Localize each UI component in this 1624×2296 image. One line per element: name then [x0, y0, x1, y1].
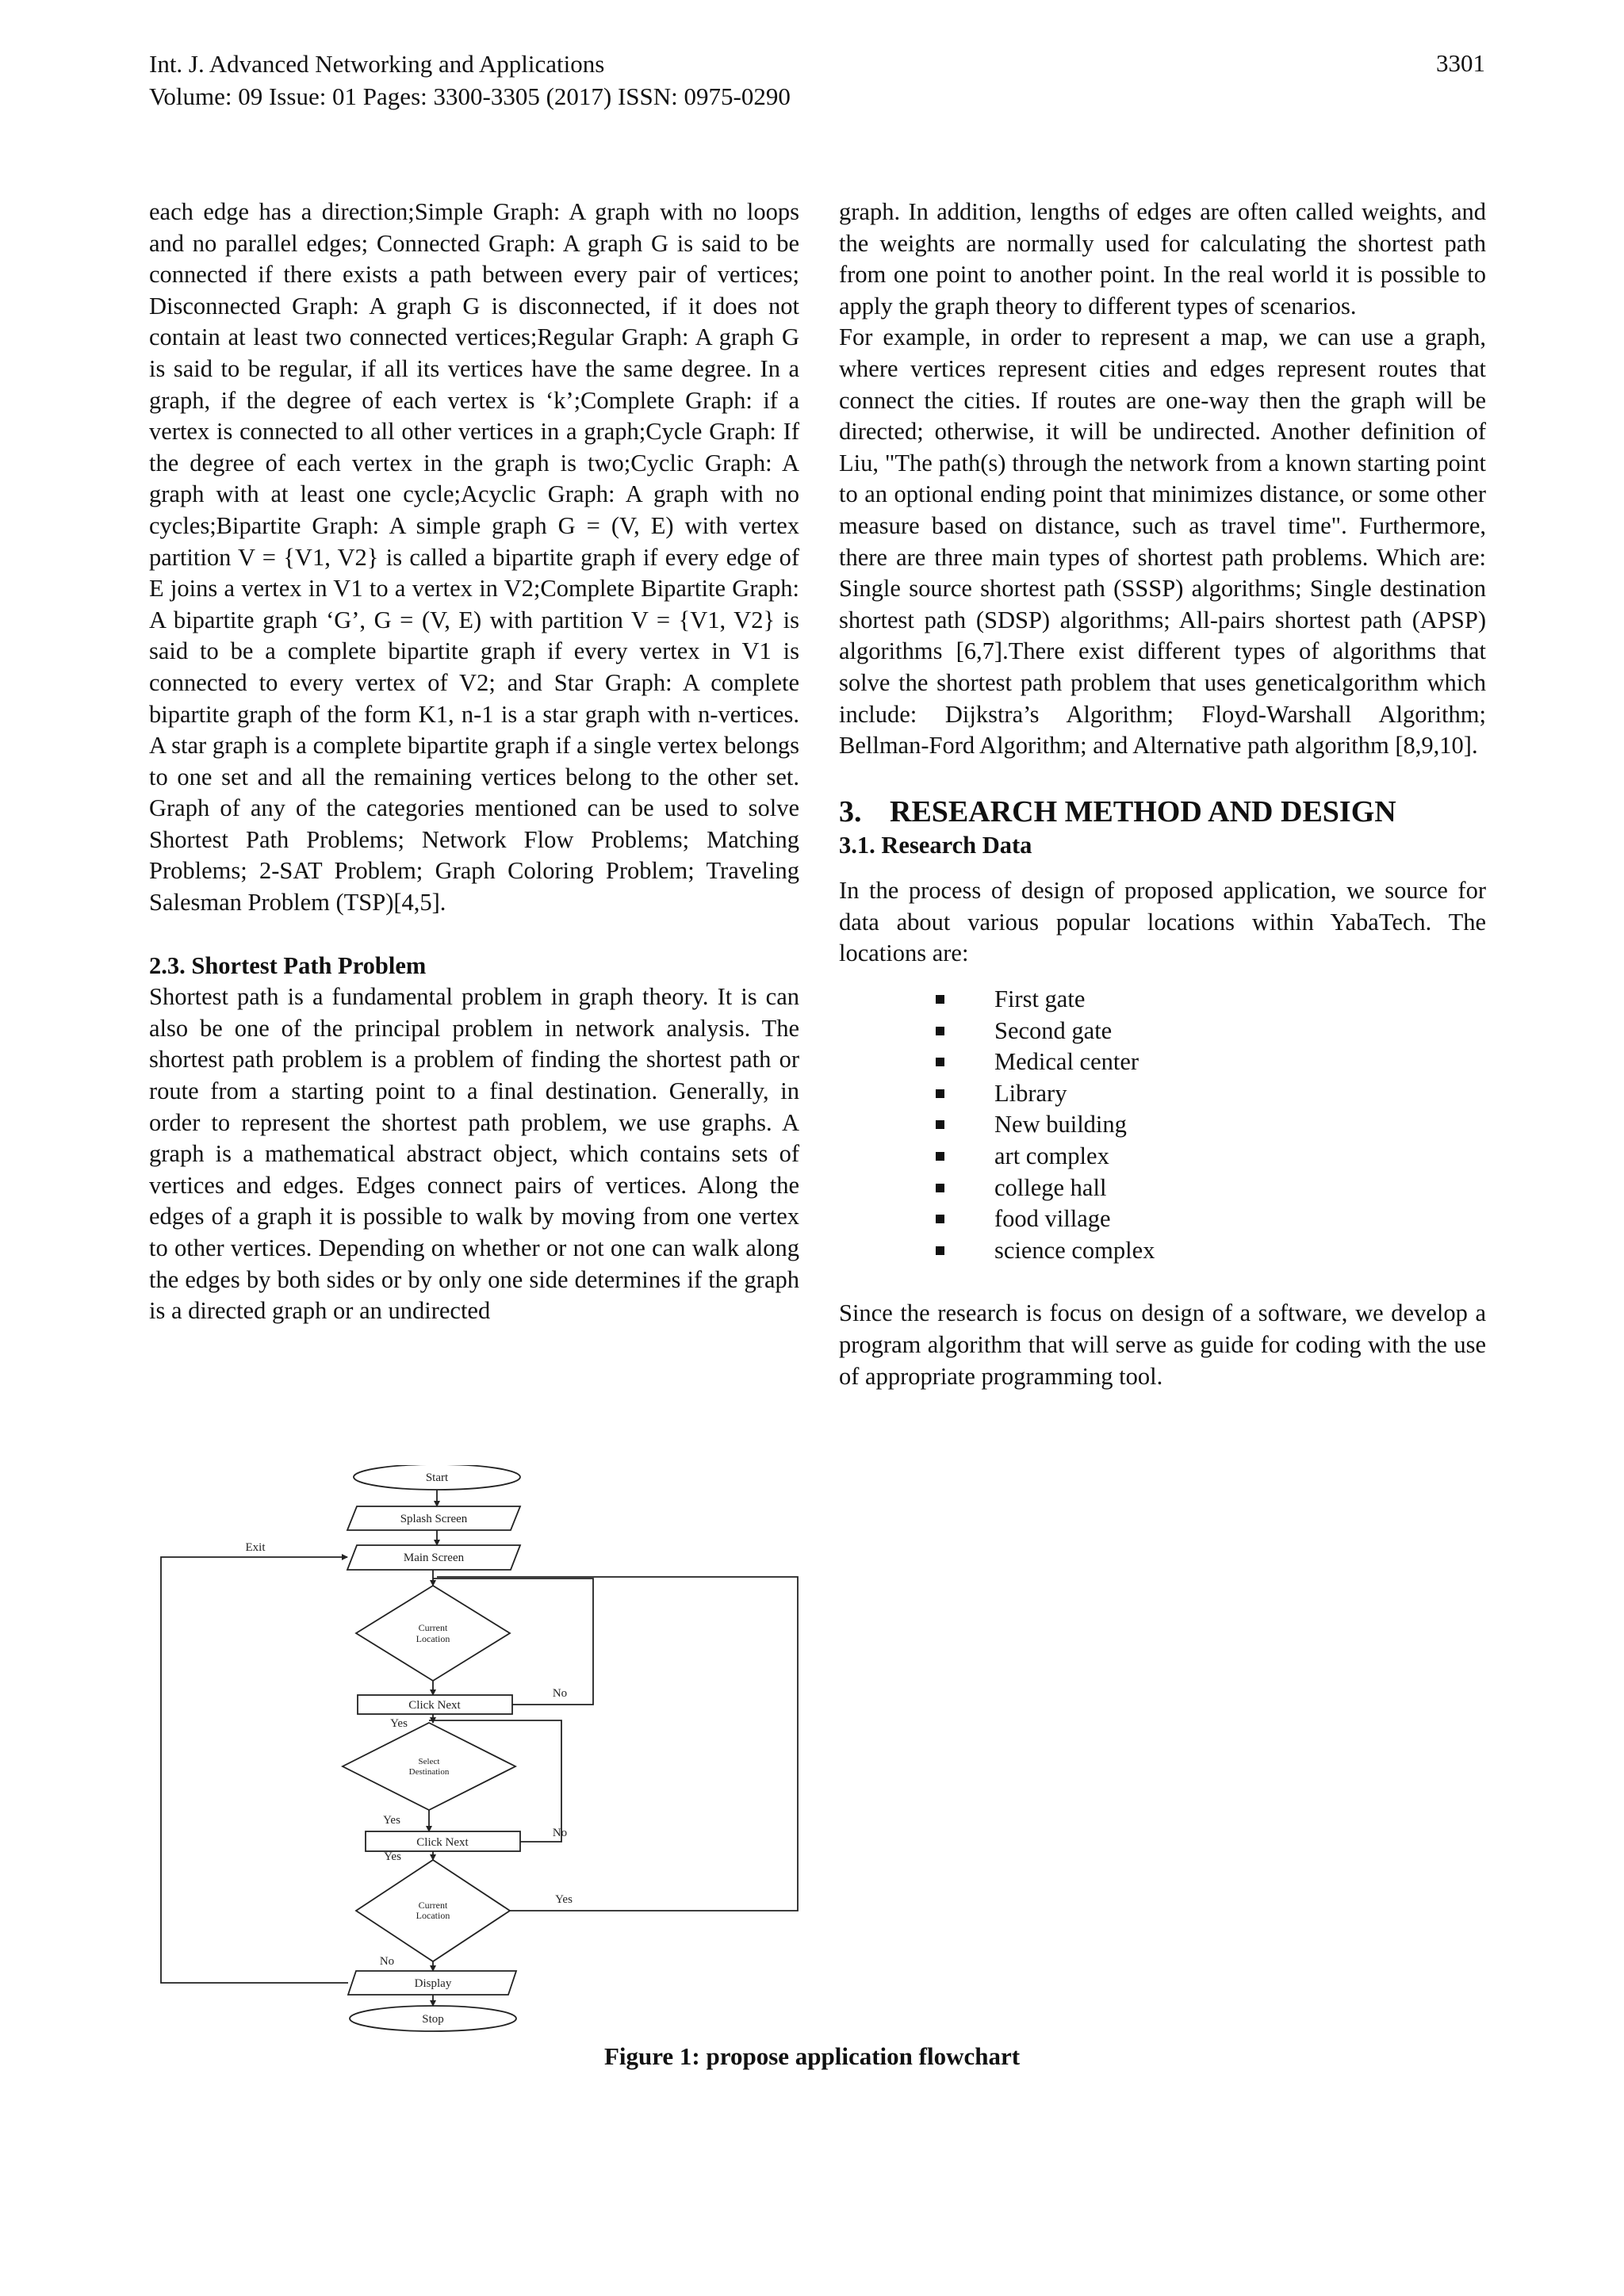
list-item: college hall: [936, 1173, 1486, 1204]
list-item: science complex: [936, 1235, 1486, 1267]
bullet-icon: [936, 1120, 944, 1129]
list-item: Medical center: [936, 1047, 1486, 1078]
shortest-path-paragraph: Shortest path is a fundamental problem in graph theory. It is can also be one of the principal problem in network analysis. The shortest path problem is a problem of finding the shortest path or route from a starting point to a final destination. Generally, in order to represent the shortest path problem, we use graphs. A graph is a mathematical abstract object, which contains sets of vertices and edges. Edges connect pairs of vertices. Along the edges of a graph it is possible to walk by moving from one vertex to other vertices. Depending on whether or not one can walk along the edges by both sides or by only one side determines if the graph is a directed graph or an undirected: [149, 983, 799, 1325]
locations-list: [839, 984, 1486, 1266]
research-data-heading: 3.1. Research Data: [839, 831, 1032, 859]
current-location-label-2b: Location: [416, 1910, 450, 1921]
right-column: [839, 197, 1486, 1392]
main-screen-label: Main Screen: [403, 1552, 465, 1564]
yes-label-2: Yes: [383, 1814, 400, 1827]
exit-label: Exit: [245, 1541, 266, 1554]
section-3-title: RESEARCH METHOD AND DESIGN: [890, 794, 1396, 828]
bullet-icon: [936, 1184, 944, 1192]
current-location-label-2a: Current: [418, 1900, 448, 1911]
no-label-2: No: [552, 1827, 568, 1839]
yes-label-1: Yes: [390, 1717, 408, 1730]
list-item: art complex: [936, 1141, 1486, 1173]
stop-label: Stop: [422, 2013, 444, 2026]
journal-title: Int. J. Advanced Networking and Applications: [149, 50, 605, 78]
click-next-label-1: Click Next: [408, 1699, 461, 1712]
list-item: Library: [936, 1078, 1486, 1110]
figure-caption: Figure 1: propose application flowchart: [603, 2042, 1021, 2070]
yes-label-3: Yes: [384, 1850, 401, 1863]
application-flowchart: [149, 1465, 807, 2042]
click-next-label-2: Click Next: [416, 1836, 469, 1849]
shortest-path-heading: 2.3. Shortest Path Problem: [149, 951, 427, 979]
graph-weights-paragraph: graph. In addition, lengths of edges are often called weights, and the weights are normally used for calculating the shortest path from one point to another point. In the real world it is possible to apply the graph theory to different types of scenarios.: [839, 198, 1486, 320]
select-label-b: Destination: [408, 1767, 450, 1777]
section-3-number: 3.: [839, 794, 862, 828]
graph-types-paragraph: each edge has a direction;Simple Graph: A graph with no loops and no parallel edges; Connected Graph: A graph G is said to be connected if there exists a path between every pair of vertices; Disconnected Graph: A graph G is disconnected, if it does not contain at least two connected vertices;Regular Graph: A graph G is said to be regular, if all its vertices have the same degree. In a graph, if the degree of each vertex is ‘k’;Complete Graph: if a vertex is connected to all other vertices in a graph;Cycle Graph: If the degree of each vertex in the graph is two;Cyclic Graph: A graph with at least one cycle;Acyclic Graph: A graph with no cycles;Bipartite Graph: A simple graph G = (V, E) with vertex partition V = {V1, V2} is called a bipartite graph if every edge of E joins a vertex in V1 to a vertex in V2;Complete Bipartite Graph: A bipartite graph ‘G’, G = (V, E) with partition V = {V1, V2} is said to be a complete bipartite graph if every vertex in V1 is connected to every vertex of V2; and Star Graph: A complete bipartite graph of the form K1, n-1 is a star graph with n-vertices. A star graph is a complete bipartite graph if a single vertex belongs to one set and all the remaining vertices belong to the other set. Graph of any of the categories mentioned can be used to solve Shortest Path Problems; Network Flow Problems; Matching Problems; 2-SAT Problem; Graph Coloring Problem; Traveling Salesman Problem (TSP)[4,5].: [149, 198, 799, 916]
no-label-1: No: [552, 1687, 568, 1700]
list-item: Second gate: [936, 1016, 1486, 1047]
list-item: food village: [936, 1203, 1486, 1235]
bullet-icon: [936, 1089, 944, 1098]
page-number: 3301: [1436, 49, 1485, 77]
research-data-paragraph: In the process of design of proposed application, we source for data about various popular locations within YabaTech. The locations are:: [839, 877, 1486, 967]
list-item: New building: [936, 1109, 1486, 1141]
left-column: [149, 197, 799, 1327]
list-item: First gate: [936, 984, 1486, 1016]
yes-label-4: Yes: [555, 1893, 573, 1906]
bullet-icon: [936, 1152, 944, 1161]
bullet-icon: [936, 1215, 944, 1223]
bullet-icon: [936, 1058, 944, 1066]
bullet-icon: [936, 1246, 944, 1255]
start-label: Start: [425, 1471, 449, 1484]
software-design-paragraph: Since the research is focus on design of a software, we develop a program algorithm that will serve as guide for coding with the use of appropriate programming tool.: [839, 1299, 1486, 1390]
journal-volume-info: Volume: 09 Issue: 01 Pages: 3300-3305 (2017) ISSN: 0975-0290: [149, 82, 791, 110]
map-example-paragraph: For example, in order to represent a map, we can use a graph, where vertices represent cities and edges represent routes that connect the cities. If routes are one-way then the graph will be directed; otherwise, it will be undirected. Another definition of Liu, "The path(s) through the network from a known starting point to an optional ending point that minimizes distance, or some other measure based on distance, such as travel time". Furthermore, there are three main types of shortest path problems. Which are: Single source shortest path (SSSP) algorithms; Single destination shortest path (SDSP) algorithms; All-pairs shortest path (APSP) algorithms [6,7].There exist different types of algorithms that solve the shortest path problem that uses geneticalgorithm which include: Dijkstra’s Algorithm; Floyd-Warshall Algorithm; Bellman-Ford Algorithm; and Alternative path algorithm [8,9,10].: [839, 323, 1486, 760]
no-label-3: No: [379, 1955, 395, 1968]
bullet-icon: [936, 995, 944, 1004]
splash-label: Splash Screen: [400, 1513, 468, 1525]
section-3-heading: [839, 794, 1486, 830]
current-location-label-1a: Current: [418, 1622, 448, 1633]
display-label: Display: [414, 1977, 452, 1990]
select-destination-decision: [343, 1723, 515, 1810]
select-label-a: Select: [418, 1757, 440, 1766]
bullet-icon: [936, 1027, 944, 1035]
current-location-label-1b: Location: [416, 1633, 450, 1644]
